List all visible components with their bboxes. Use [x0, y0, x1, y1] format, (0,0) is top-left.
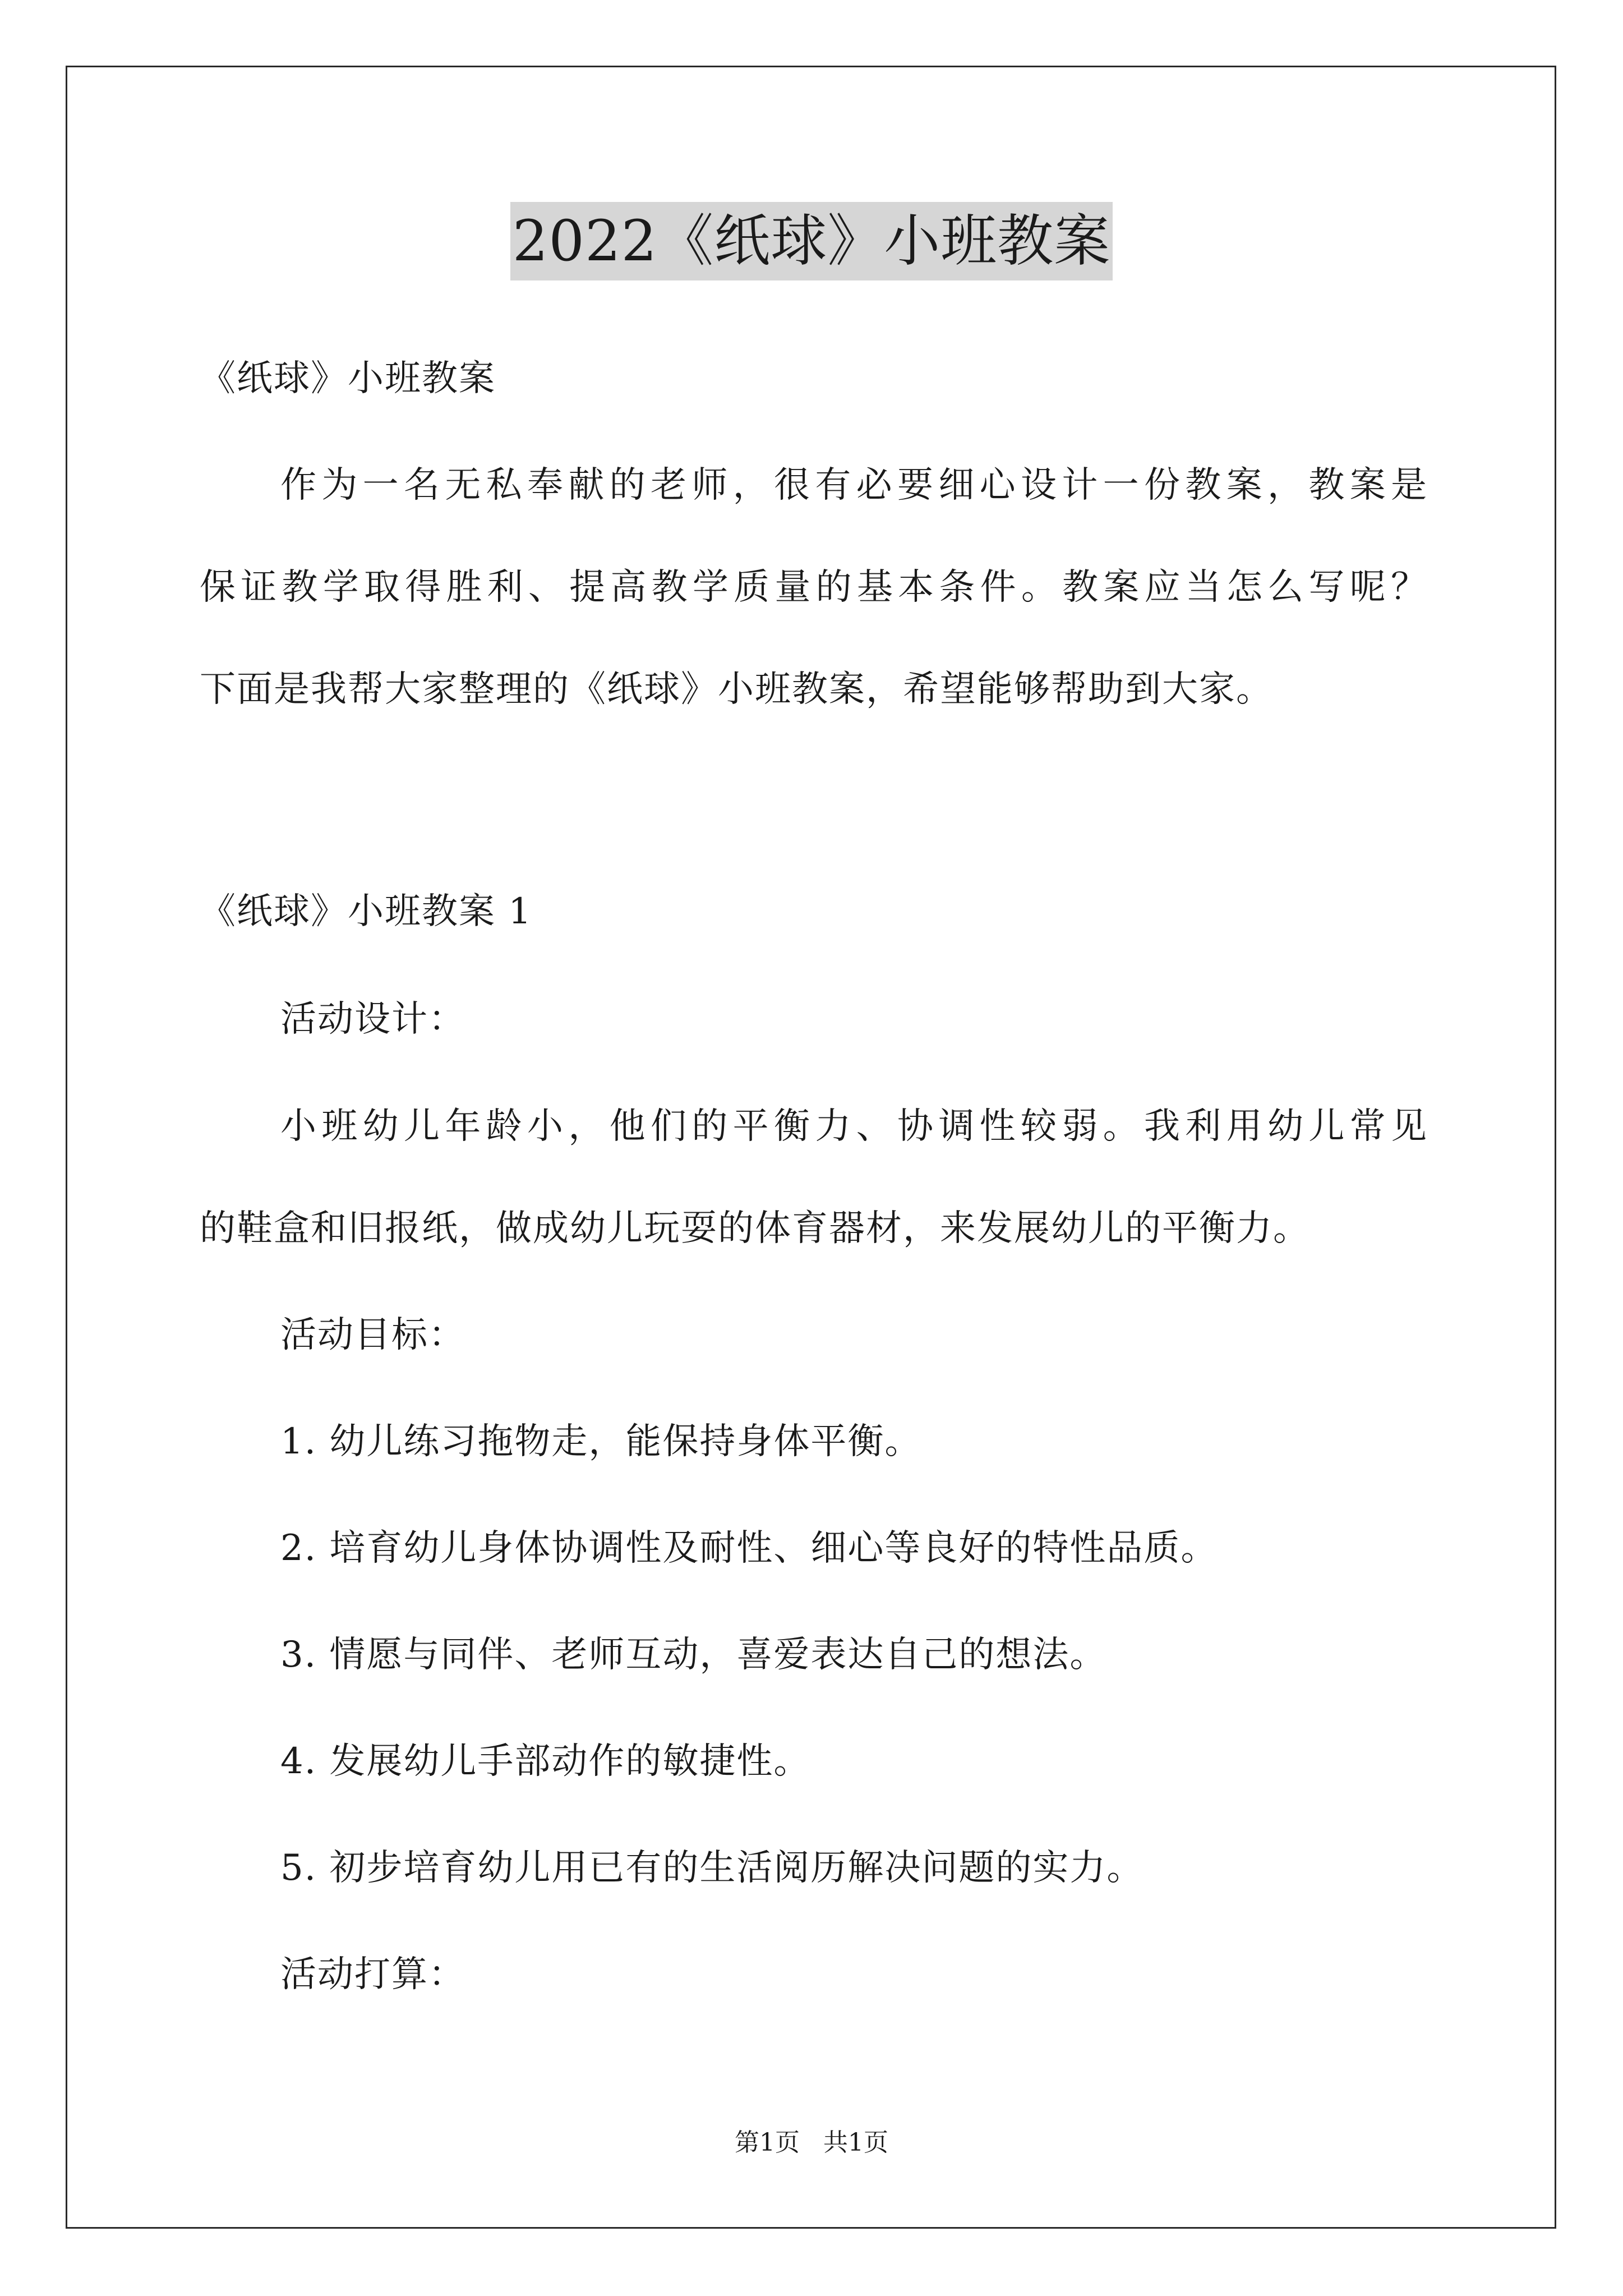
design-line-2: 的鞋盒和旧报纸，做成幼儿玩耍的体育器材，来发展幼儿的平衡力。 — [200, 1208, 1310, 1249]
goals-label: 活动目标： — [280, 1314, 465, 1356]
intro-line-2: 保证教学取得胜利、提高教学质量的基本条件。教案应当怎么写呢？ — [200, 567, 1428, 608]
goal-item-2: 2. 培育幼儿身体协调性及耐性、细心等良好的特性品质。 — [280, 1527, 1218, 1569]
page-footer: 第1页 共1页 — [735, 2128, 888, 2157]
prep-label: 活动打算： — [280, 1954, 465, 1995]
intro-line-3: 下面是我帮大家整理的《纸球》小班教案，希望能够帮助到大家。 — [200, 669, 1273, 710]
goal-item-3: 3. 情愿与同伴、老师互动，喜爱表达自己的想法。 — [280, 1634, 1107, 1676]
goal-item-1: 1. 幼儿练习拖物走，能保持身体平衡。 — [280, 1421, 922, 1462]
document-subtitle: 《纸球》小班教案 — [200, 358, 496, 399]
goal-item-5: 5. 初步培育幼儿用已有的生活阅历解决问题的实力。 — [280, 1847, 1144, 1889]
design-line-1: 小班幼儿年龄小，他们的平衡力、协调性较弱。我利用幼儿常见 — [280, 1106, 1428, 1147]
intro-line-1: 作为一名无私奉献的老师，很有必要细心设计一份教案，教案是 — [280, 464, 1428, 506]
title-container — [0, 202, 1623, 280]
design-label: 活动设计： — [280, 999, 465, 1040]
document-title: 2022《纸球》小班教案 — [510, 202, 1113, 280]
goal-item-4: 4. 发展幼儿手部动作的敏捷性。 — [280, 1741, 811, 1782]
section-heading: 《纸球》小班教案 1 — [200, 891, 533, 932]
